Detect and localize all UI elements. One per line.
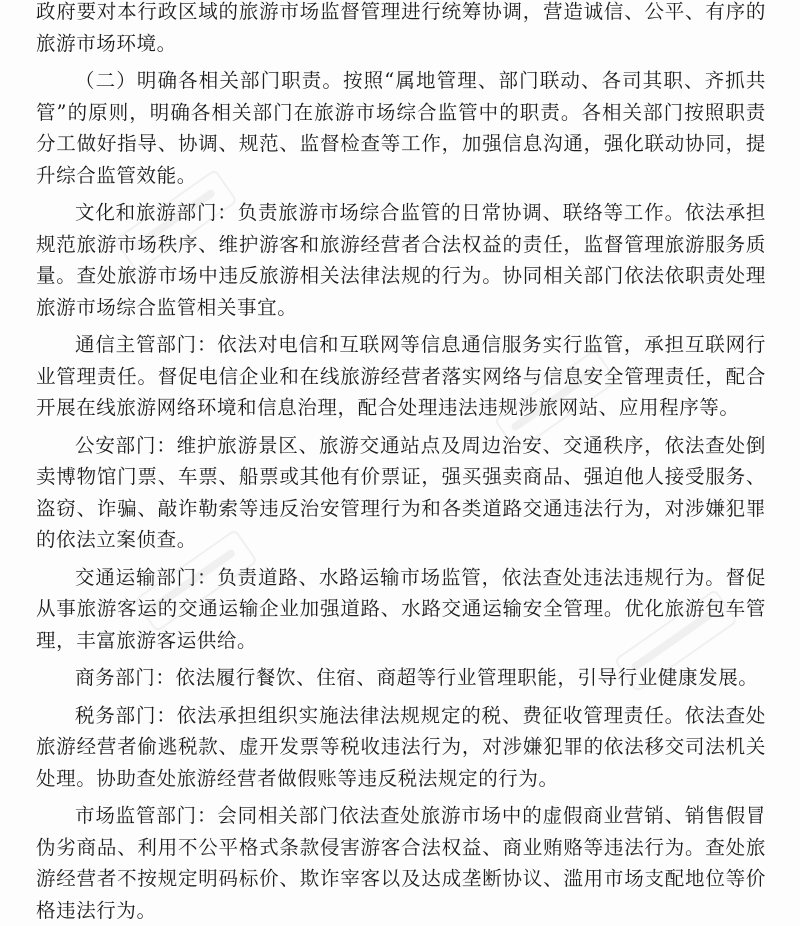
paragraph-market-supervision: 市场监管部门：会同相关部门依法查处旅游市场中的虚假商业营销、销售假冒伪劣商品、利用不公平格式条款侵害游客合法权益、商业贿赂等违法行为。查处旅游经营者不按规定明码标价、欺诈宰客以及达成垄断协议、滥用市场支配地位等价格违法行为。 (36, 804, 766, 922)
paragraph-intro-continuation: 政府要对本行政区域的旅游市场监督管理进行统筹协调，营造诚信、公平、有序的旅游市场环境。 (36, 0, 766, 55)
paragraph-public-security: 公安部门：维护旅游景区、旅游交通站点及周边治安、交通秩序，依法查处倒卖博物馆门票、车票、船票或其他有价票证，强买强卖商品、强迫他人接受服务、盗窃、诈骗、敲诈勒索等违反治安管理行为和各类道路交通违法行为，对涉嫌犯罪的依法立案侦查。 (36, 433, 766, 551)
paragraph-culture-tourism: 文化和旅游部门：负责旅游市场综合监管的日常协调、联络等工作。依法承担规范旅游市场秩序、维护游客和旅游经营者合法权益的责任，监督管理旅游服务质量。查处旅游市场中违反旅游相关法律法规的行为。协同相关部门依法依职责处理旅游市场综合监管相关事宜。 (36, 201, 766, 319)
paragraph-tax: 税务部门：依法承担组织实施法律法规规定的税、费征收管理责任。依法查处旅游经营者偷逃税款、虚开发票等税收违法行为，对涉嫌犯罪的依法移交司法机关处理。协助查处旅游经营者做假账等违反税法规定的行为。 (36, 703, 766, 790)
paragraph-section-2-heading: （二）明确各相关部门职责。按照“属地管理、部门联动、各司其职、齐抓共管”的原则，明确各相关部门在旅游市场综合监管中的职责。各相关部门按照职责分工做好指导、协调、规范、监督检查等工作，加强信息沟通，强化联动协同，提升综合监管效能。 (36, 69, 766, 187)
paragraph-telecom: 通信主管部门：依法对电信和互联网等信息通信服务实行监管，承担互联网行业管理责任。督促电信企业和在线旅游经营者落实网络与信息安全管理责任，配合开展在线旅游网络环境和信息治理，配合处理违法违规涉旅网站、应用程序等。 (36, 333, 766, 419)
paragraph-transport: 交通运输部门：负责道路、水路运输市场监管，依法查处违法违规行为。督促从事旅游客运的交通运输企业加强道路、水路交通运输安全管理。优化旅游包车管理，丰富旅游客运供给。 (36, 565, 766, 652)
paragraph-commerce: 商务部门：依法履行餐饮、住宿、商超等行业管理职能，引导行业健康发展。 (75, 666, 759, 689)
